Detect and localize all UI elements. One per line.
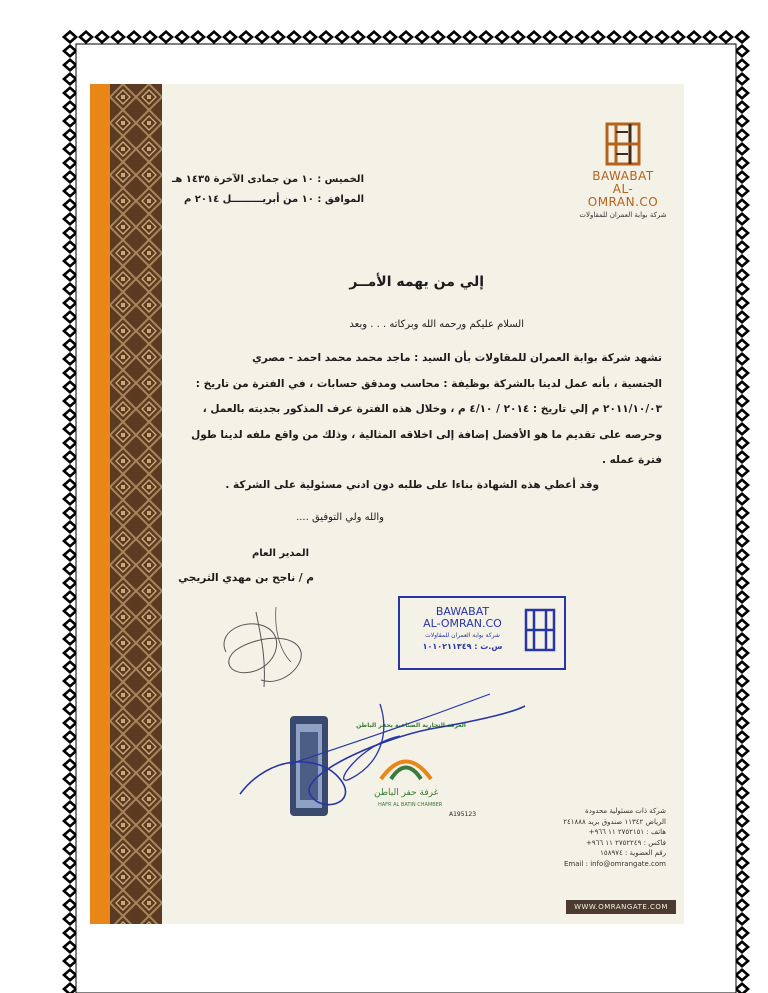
chamber-name-en: HAFR AL BATIN CHAMBER [378,802,443,808]
chamber-name-ar: غرفة حفر الباطن [374,788,439,798]
body-line: وحرصه على تقديم ما هو الأفضل إضافة إلى اخلاقه المثالية ، وذلك من واقع ملفه لدينا طول [191,428,662,441]
letter-title: إلي من يهمه الأمــر [349,274,484,290]
date-gregorian: الموافق : ١٠ من أبريـــــــــل ٢٠١٤ م [183,194,364,205]
logo-name-line1: BAWABAT [592,169,654,183]
logo-mark-icon [604,122,642,166]
body-line: تشهد شركة بوابة العمران للمقاولات بأن السيد : ماجد محمد محمد احمد - مصري [252,352,662,364]
footer-line: رقم العضوية : ١٥٨٩٧٤ [600,849,666,857]
footer-line: شركة ذات مسئولية محدودة [585,807,666,815]
logo-subtitle: شركة بوابة العمران للمقاولات [579,211,667,219]
stamp-cr-number: س.ت : ١٠١٠٢١١٣٤٩ [422,642,503,651]
date-hijri: الخميس : ١٠ من جمادى الآخرة ١٤٣٥ هـ [171,174,364,185]
manager-name: م / ناجح بن مهدي الثريجي [178,572,314,584]
orange-strip [90,84,110,924]
stamp-logo-icon [524,608,556,652]
arabesque-pattern-strip [110,84,162,924]
body-line: الجنسية ، بأنه عمل لدينا بالشركة بوظيفة : محاسب ومدقق حسابات ، في الفترة من تاريخ : [195,377,662,390]
footer-line: Email : info@omrangate.com [563,859,666,868]
closing-line: وقد أعطي هذه الشهادة بناءا على طلبه دون ادني مسئولية على الشركة . [225,479,599,491]
logo-name-line2: AL-OMRAN.CO [587,182,659,209]
footer-line: هاتف : ٢٧٥٢١٥١ ١١ ٩٦٦+ [588,828,666,836]
stamp-subtitle: شركة بوابة العمران للمقاولات [425,632,500,639]
stamp-name-line2: AL-OMRAN.CO [423,617,502,630]
chamber-top-text: الغرفة التجارية الصناعية بحفر الباطن [356,722,466,729]
letter-body [172,346,662,474]
website-bar: WWW.OMRANGATE.COM [566,900,676,914]
body-line: فترة عمله . [601,454,662,466]
footer-line: الرياض ١١٣٤٢ صندوق بريد ٢٤١٨٨٨ [563,817,666,826]
letter-greeting: السلام عليكم ورحمه الله وبركاته . . . وبعد [349,319,524,330]
closing-blessing: والله ولي التوفيق .... [296,512,384,523]
company-logo [578,122,668,219]
body-line: ٢٠١١/١٠/٠٣ م إلي تاريخ : ٢٠١٤ / ٤/١٠ م ، وخلال هذه الفترة عرف المذكور بجديته بالعمل ، [202,403,662,415]
certificate-paper [90,84,684,924]
manager-title: المدير العام [251,548,309,559]
chamber-serial: A195123 [449,811,477,818]
blue-signature [230,684,530,814]
company-stamp [398,596,566,670]
company-contact-footer [516,806,666,869]
footer-line: فاكس : ٢٧٥٢٢٤٩ ١١ ٩٦٦+ [585,838,666,847]
stamp-name-line1: BAWABAT [435,605,490,618]
